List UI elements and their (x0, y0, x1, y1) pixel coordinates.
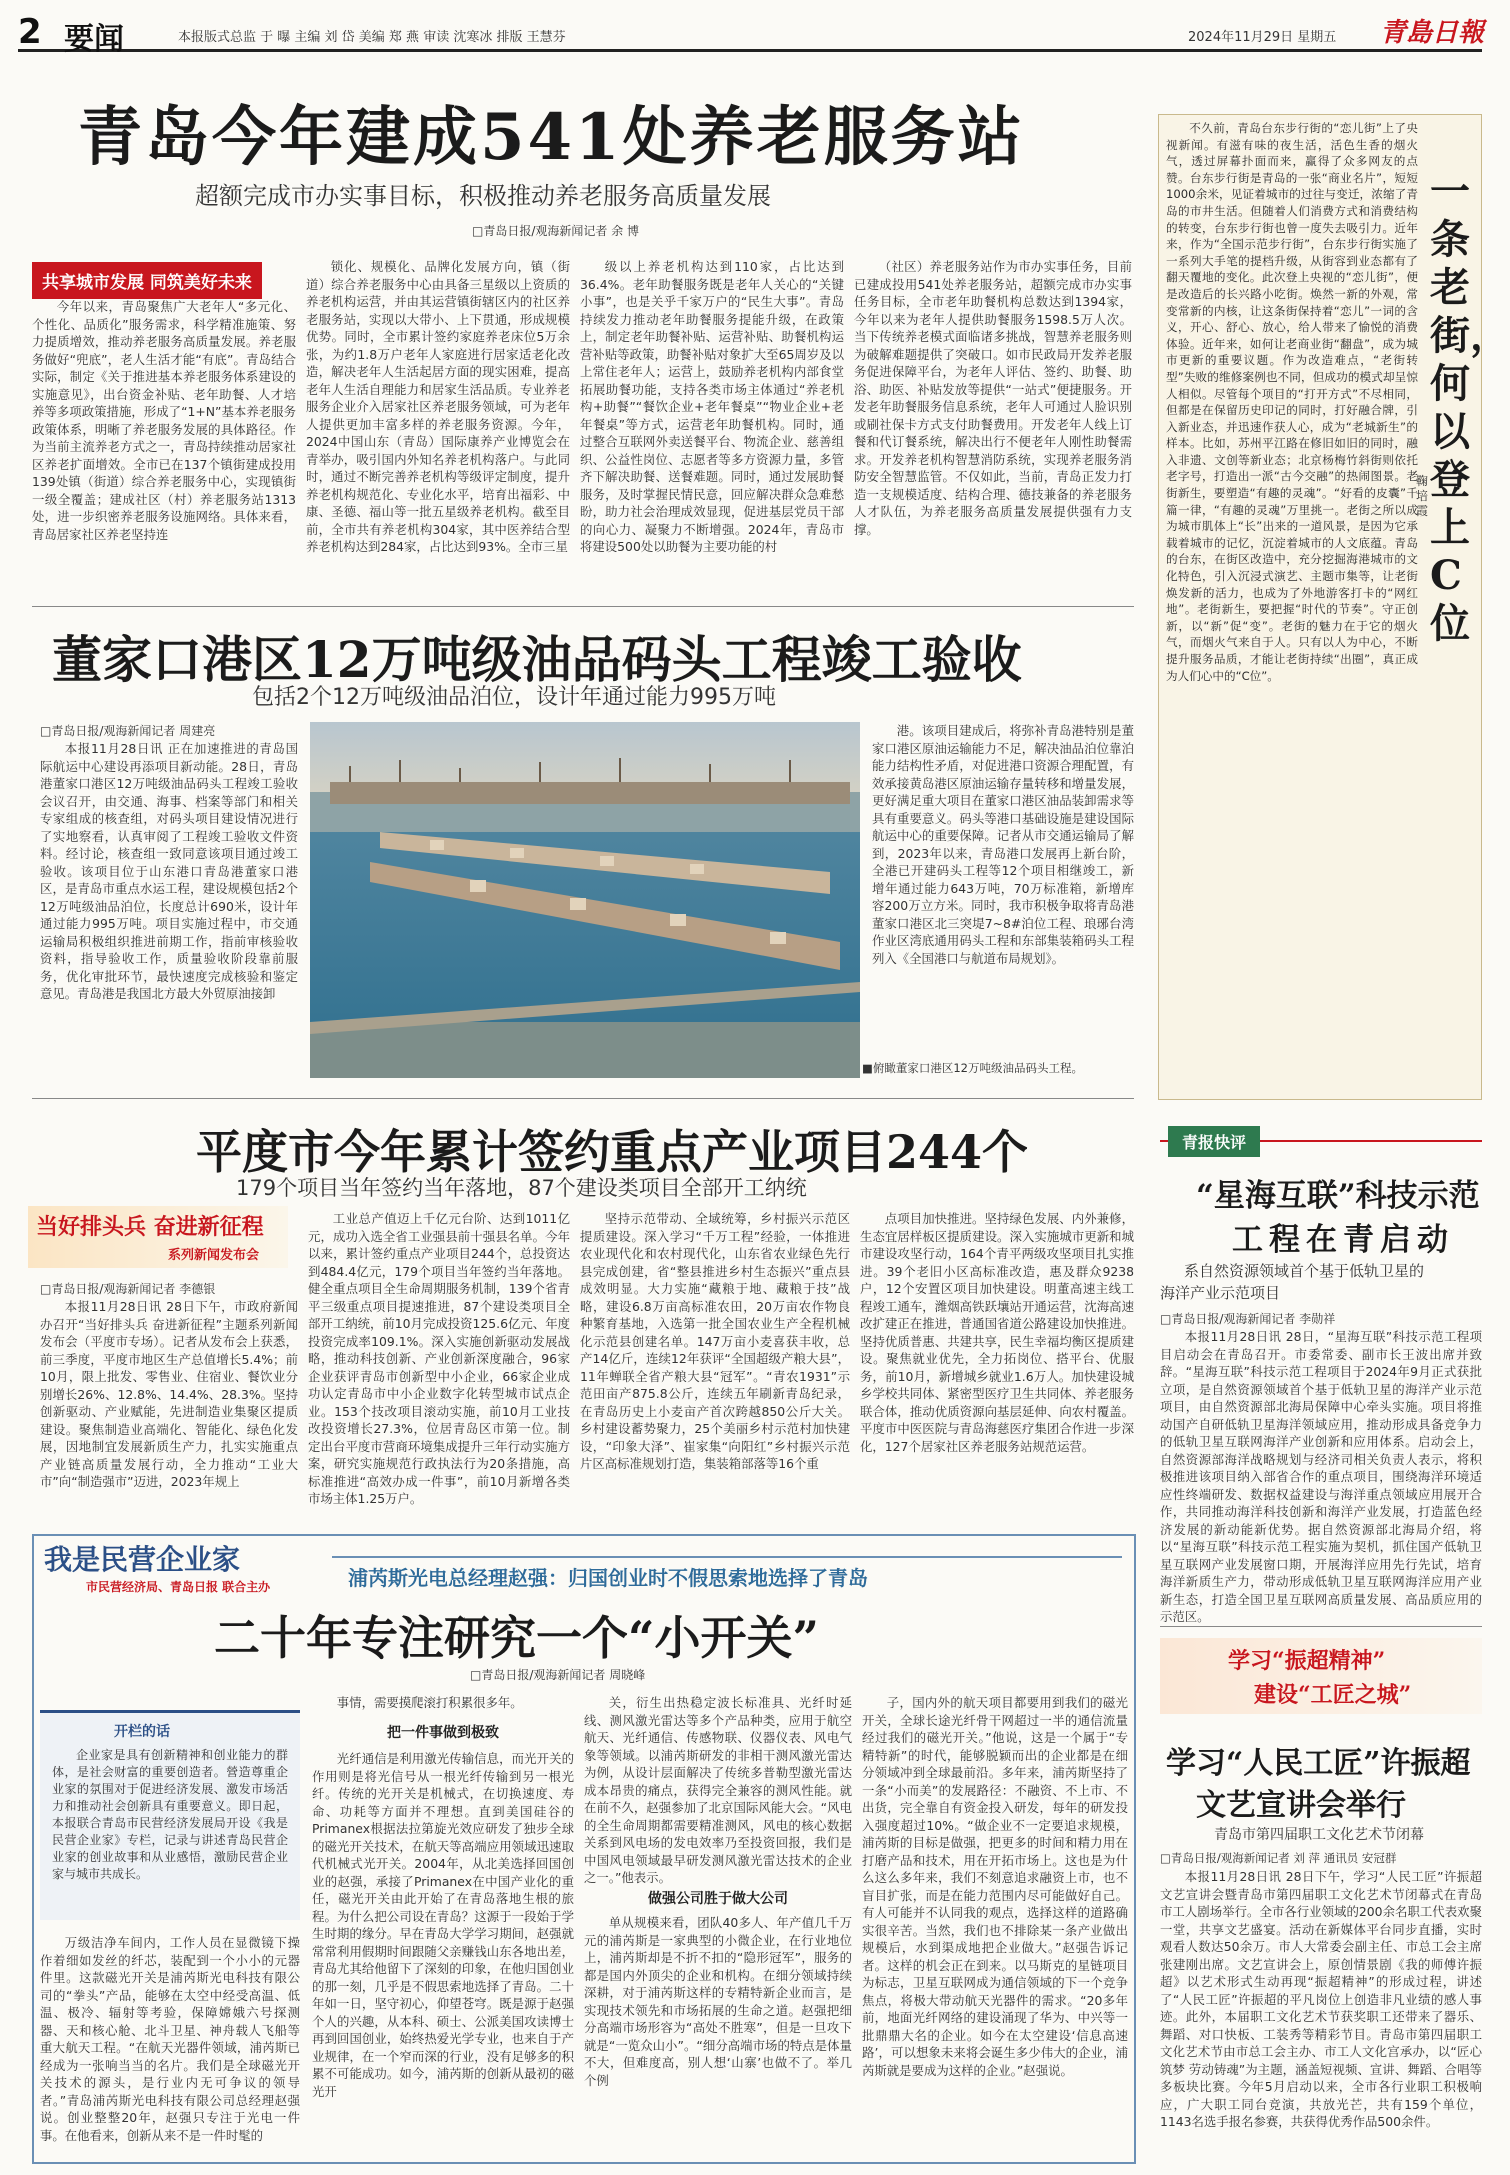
story3-tag (28, 1206, 288, 1268)
story3-byline: □青岛日报/观海新闻记者 李德银 (40, 1282, 216, 1296)
divider (1160, 1626, 1482, 1627)
story1-subhead: 超额完成市办实事目标，积极推动养老服务高质量发展 (195, 182, 771, 210)
sidebar-author: 鞠培霞 (1416, 474, 1429, 518)
divider (32, 1098, 1134, 1099)
opening-note-text: 企业家是具有创新精神和创业能力的群体，是社会财富的重要创造者。營造尊重企业家的氛围对于促进经济发展、激发市场活力和推动社会创新具有重要意义。即日起，本报联合青岛市民营经济发展局开设《我是民营企业家》专栏，记录与讲述青岛民营企业家的创业故事和从业感悟，激励民营企业家与城市共成长。 (52, 1748, 288, 1881)
story4-rule (332, 1556, 1122, 1558)
story4-col3: 单从规模来看，团队40多人、年产值几千万元的浦芮斯是一家典型的小微企业，在行业地位上，浦芮斯却是不折不扣的“隐形冠军”，服务的都是国内外顶尖的企业和机构。在细分领域持续深耕，对于浦芮斯这样的专精特新企业而言，是实现技术领先和市场拓展的生命之道。赵强把细分高端市场形容为“高处不胜寒”，但是一旦攻下就是“一览众山小”。“细分高端市场的特点是体量不大，但难度高，别人想‘山寨’也做不了。举几个例 (584, 1915, 852, 2088)
story2-subhead: 包括2个12万吨级油品泊位，设计年通过能力995万吨 (252, 685, 776, 710)
story1-headline: 青岛今年建成541处养老服务站 (78, 100, 1025, 175)
staff-credits: 本报版式总监 于 曝 主编 刘 岱 美编 郑 燕 审读 沈寒冰 排版 王慧芬 (178, 30, 566, 45)
opening-note-title: 开栏的话 (114, 1724, 170, 1740)
brief-byline: □青岛日报/观海新闻记者 李勋祥 (1160, 1312, 1336, 1326)
masthead (18, 12, 1485, 57)
story2-byline: □青岛日报/观海新闻记者 周建亮 (40, 724, 216, 738)
story4-tag-sub: 市民营经济局、青岛日报 联合主办 (86, 1580, 271, 1594)
issue-date: 2024年11月29日 星期五 (1188, 30, 1337, 45)
story5-tag (1160, 1638, 1482, 1714)
sidebar-title: 一条老街，何以登上C位 (1430, 168, 1510, 647)
story3-col3: 坚持示范带动、全域统筹，乡村振兴示范区提质建设。深入学习“千万工程”经验，一体推进农业现代化和农村现代化，山东省农业绿色先行县完成创建，省“整县推进乡村生态振兴”重点县成效明显。大力实施“藏粮于地、藏粮于技”战略，建设6.8万亩高标准农田，20万亩农作物良种繁育基地，入选第一批全国农业生产全程机械化示范县创建名单。147万亩小麦喜获丰收，总产14亿斤，连续12年获评“全国超级产粮大县”，11年蝉联全省产粮大县“冠军”。“青农1931”示范田亩产875.8公斤，连续五年刷新青岛纪录，在青岛历史上小麦亩产首次跨越850公斤大关。乡村建设蓄势聚力，25个美丽乡村示范村加快建设，“印象大泽”、崔家集“向阳红”乡村振兴示范片区高标准规划打造，集装箱部落等16个重 (580, 1211, 850, 1471)
photo-caption: ■俯瞰董家口港区12万吨级油品码头工程。 (862, 1061, 1083, 1075)
story2-col1: 本报11月28日讯 正在加速推进的青岛国际航运中心建设再添项目新动能。28日，青岛港董家口港区12万吨级油品码头工程竣工验收会议召开，由交通、海事、档案等部门和相关专家组成的核查组，对码头项目建设情况进行了实地察看，认真审阅了工程竣工验收文件资料。经讨论，核查组一致同意该项目通过竣工验收。该项目位于山东港口青岛港董家口港区，是青岛市重点水运工程，建设规模包括2个12万吨级油品泊位，长度总计690米，设计年通过能力995万吨。项目实施过程中，市交通运输局积极组织推进前期工作，指前审核验收资料，指导验收工作，质量验收阶段靠前服务，优化审批环节，最快速度完成核验和鉴定意见。青岛港是我国北方最大外贸原油接卸 (40, 741, 298, 1001)
story3-col1: 本报11月28日讯 28日下午，市政府新闻办召开“当好排头兵 奋进新征程”主题系列新闻发布会（平度市专场）。记者从发布会上获悉，前三季度，平度市地区生产总值增长5.4%；前10月，限上批发、零售业、住宿业、餐饮业分别增长26%、12.8%、14.4%、28.3%。坚持创新驱动、产业赋能，先进制造业集聚区提质建设。聚焦制造业高端化、智能化、绿色化发展，因地制宜发展新质生产力，扎实实施重点产业链高质量发展行动，全力推动“工业大市”向“制造强市”迈进，2023年规上 (40, 1299, 298, 1489)
brief-text: 本报11月28日讯 28日，“星海互联”科技示范工程项目启动会在青岛召开。市委常委、副市长王波出席并致辞。“星海互联”科技示范工程项目于2024年9月正式获批立项，是自然资源领域首个基于低轨卫星的海洋产业示范项目，由自然资源部北海局保障中心牵头实施。项目将推动国产自研低轨卫星海洋领域应用，推动形成具备竞争力的低轨卫星互联网海洋产业创新和应用体系。启动会上，自然资源部海洋战略规划与经济司相关负责人表示，将积极推进该项目纳入部省合作的重点项目，围绕海洋环境适应性终端研发、数据权益建设与海洋重点领域应用展开合作，共同推动海洋科技创新和海洋产业发展，打造蓝色经济发展的新动能新优势。据自然资源部北海局介绍，将以“星海互联”科技示范工程实施为契机，抓住国产低轨卫星互联网产业发展窗口期，开展海洋应用先行先试，培育海洋新质生产力，带动形成低轨卫星互联网海洋应用产业新生态，打造全国卫星互联网高质量发展、高品质应用的示范区。 (1160, 1329, 1482, 1624)
story4-subhead-1: 把一件事做到极致 (387, 1725, 499, 1741)
story5-text: 本报11月28日讯 28日下午，学习“人民工匠”许振超文艺宣讲会暨青岛市第四届职工文化艺术节闭幕式在青岛市工人剧场举行。全市各行业领域的200余名职工代表欢聚一堂，共享文艺盛宴。活动在新媒体平台同步直播，实时观看人数达50余万。市人大常委会副主任、市总工会主席张建刚出席。文艺宣讲会上，原创情景剧《我的师傅许振超》以艺术形式生动再现“振超精神”的形成过程，讲述了“人民工匠”许振超的平凡岗位上创造非凡业绩的感人事迹。此外，本届职工文化艺术节获奖职工还带来了器乐、舞蹈、对口快板、工装秀等精彩节目。青岛市第四届职工文化艺术节由市总工会主办、市工人文化宫承办，以“匠心筑梦 劳动铸魂”为主题，涵盖短视频、宣讲、舞蹈、合唱等多板块比赛。今年5月启动以来，全市各行业职工积极响应，广大职工同台竞演，共放光芒，共有159个单位，1143名选手报名参赛，共获得优秀作品500余件。 (1160, 1869, 1482, 2129)
story5-tag-line1: 学习“振超精神” (1228, 1648, 1386, 1674)
story1-byline: □青岛日报/观海新闻记者 余 博 (472, 224, 640, 238)
story4-col4: 子，国内外的航天项目都要用到我们的磁光开关，全球长途光纤骨干网超过一半的通信流量经过我们的磁光开关。”他说，这是一个属于“专精特新”的时代，能够脱颖而出的企业都是在细分领域冲到全球最前沿。多年来，浦芮斯坚持了一条“小而美”的发展路径：不融资、不上市、不出货，完全靠自有资金投入研发，每年的研发投入强度超过10%。“做企业不一定要追求规模，浦芮斯的目标是做强，把更多的时间和精力用在打磨产品和技术，用在开拓市场上。这也是为什么这么多年来，我们不刻意追求融资上市，也不盲目扩张，而是在能力范围内尽可能做好自己。有人可能并不认同我的观点，选择这样的道路确实很辛苦。当然，我们也不排除某一条产业做出规模后，水到渠成地把企业做大。”赵强告诉记者。这样的机会正在到来。以马斯克的星链项目为标志，卫星互联网成为通信领域的下一个竞争焦点，将极大带动航天光器件的需求。“20多年前，地面光纤网络的建设涌现了华为、中兴等一批鼎鼎大名的企业。如今在太空建设‘信息高速路’，可以想象未来将会诞生多少伟大的企业，浦芮斯就是要成为这样的企业。”赵强说。 (862, 1695, 1128, 2078)
story3-col2: 工业总产值迈上千亿元台阶、达到1011亿元，成功入选全省工业强县前十强县名单。今年以来，累计签约重点产业项目244个，总投资达到484.4亿元，179个项目当年签约当年落地。健全重点项目全生命周期服务机制，139个省青平三级重点项目提速推进，87个建设类项目全部开工纳统，前10月完成投资125.6亿元、年度投资完成率109.1%。深入实施创新驱动发展战略，推动科技创新、产业创新深度融合，96家企业获评青岛市创新型中小企业，66家企业成功认定青岛市中小企业数字化转型城市试点企业。153个技改项目滚动实施，前10月工业技改投资增长27.3%，位居青岛区市第一位。制定出台平度市营商环境集成提升三年行动实施方案，研究实施规范行政执法行为20条措施，高标准推进“高效办成一件事”，前10月新增各类市场主体1.25万户。 (308, 1211, 570, 1506)
story2-headline: 董家口港区12万吨级油品码头工程竣工验收 (52, 630, 1022, 689)
divider (32, 606, 1134, 607)
story3-tag-sub: 系列新闻发布会 (168, 1248, 260, 1263)
story4-col2: 光纤通信是利用激光传输信息，而光开关的作用则是将光信号从一根光纤传输到另一根光纤。传统的光开关是机械式，在切换速度、寿命、功耗等方面并不理想。直到美国硅谷的Primanex根据法拉第旋光效应研发了独步全球的磁光开关技术，在航天等高端应用领域迅速取代机械式光开关。2004年，从北美选择回国创业的赵强，承接了Primanex在中国产业化的重任，磁光开关由此开始了在青岛落地生根的旅程。为什么把公司设在青岛？这源于一段始于学生时期的缘分。早在青岛大学学习期间，赵强就常常利用假期时间跟随父亲赚钱山东各地出差，青岛尤其给他留下了深刻的印象，在他归国创业的那一刻，几乎是不假思索地选择了青岛。二十年如一日，坚守初心，仰望苍穹。既是源于赵强个人的兴趣，从本科、硕士、公派美国攻读博士再到回国创业，始终热爱光学专业，也来自于产业规律，在一个窄而深的行业，没有足够多的积累不可能成功。如今，浦芮斯的创新从最初的磁光开 (312, 1751, 574, 2099)
story4-col1: 万级洁净车间内，工作人员在显微镜下操作着细如发丝的纤芯，装配到一个小小的元器件里。这款磁光开关是浦芮斯光电科技有限公司的“拳头”产品，能够在太空中经受高温、低温、极冷、辐射等考验，保障嫦娥六号探测器、天和核心舱、北斗卫星、神舟载人飞船等重大航天工程。“在航天光器件领域，浦芮斯已经成为一张响当当的名片。我们是全球磁光开关技术的源头，是行业内无可争议的领导者。”青岛浦芮斯光电科技有限公司总经理赵强说。创业整整20年，赵强只专注于光电一件事。在他看来，创新从来不是一件时髦的 (40, 1935, 300, 2143)
page-number: 2 (18, 12, 42, 52)
brief-subhead-2: 海洋产业示范项目 (1160, 1284, 1281, 1302)
story3-headline: 平度市今年累计签约重点产业项目244个 (196, 1125, 1029, 1179)
story1-col2: 锁化、规模化、品牌化发展方向，镇（街道）综合养老服务中心由具备三星级以上资质的养老机构运营，并由其运营镇街辖区内的社区养老服务站，实现以大带小、上下贯通，形成规模优势。同时，全市累计签约家庭养老床位5万余张，为约1.8万户老年人家庭进行居家适老化改造，解决老年人生活起居方面的现实困难，提高老年人生活自理能力和居家生活品质。专业养老服务企业介入居家社区养老服务领域，可为老年人提供更加丰富多样的养老服务资源。今年，2024中国山东（青岛）国际康养产业博览会在青举办，吸引国内外知名养老机构落户。与此同时，通过不断完善养老机构等级评定制度，提升养老机构规范化、专业化水平，培育出福彩、中康、圣德、福山等一批五星级养老机构。截至目前，全市共有养老机构304家，其中医养结合型养老机构达到284家，占比达到93%。全市三星 (306, 259, 570, 554)
story3-col4: 点项目加快推进。坚持绿色发展、内外兼修，生态宜居样板区提质建设。深入实施城市更新和城市建设攻坚行动，164个青平两级攻坚项目扎实推进。39个老旧小区高标准改造，惠及群众9238户，12个安置区项目加快建设。明董高速主线工程竣工通车，潍烟高铁跃壤站开通运营，沈海高速改扩建正在推进，普通国省道公路建设加快推进。坚持优质普惠、共建共享，民生幸福均衡区提质建设。聚焦就业优先，全力拓岗位、搭平台、优服务，前10月，新增城乡就业1.6万人。加快建设城乡学校共同体、紧密型医疗卫生共同体、养老服务联合体，推动优质资源向基层延伸、向农村覆盖。平度市中医医院与青岛海慈医疗集团合作进一步深化，127个居家社区养老服务站规范运营。 (860, 1211, 1134, 1454)
story5-headline-1: 学习“人民工匠”许振超 (1166, 1746, 1471, 1781)
story4-col2-pre: 事情，需要摸爬滚打积累很多年。 (336, 1695, 523, 1710)
port-aerial-photo (310, 722, 860, 1078)
brief-headline-2: 工程在青启动 (1232, 1222, 1454, 1258)
brief-subhead-1: 系自然资源领域首个基于低轨卫星的 (1184, 1262, 1425, 1280)
story4-col3-pre: 关，衍生出热稳定波长标准具、光纤时延线、测风激光雷达等多个产品种类，应用于航空航天、光纤通信、传感物联、仪器仪表、风电气象等领域。以浦芮斯研发的非相干测风激光雷达为例，从设计层面解决了传统多普勒型激光雷达成本昂贵的痛点，获得完全兼容的测风性能。就在前不久，赵强参加了北京国际风能大会。“风电的全生命周期都需要精准测风，风电的核心数据关系到风电场的发电效率乃至投资回报，我们是中国风电领域最早研发测风激光雷达技术的企业之一。”他表示。 (584, 1695, 852, 1885)
story4-headline: 二十年专注研究一个“小开关” (214, 1611, 819, 1665)
story3-tag-title: 当好排头兵 奋进新征程 (36, 1214, 264, 1240)
brief-label-bar (1160, 1124, 1482, 1158)
story5-subhead: 青岛市第四届职工文化艺术节闭幕 (1214, 1827, 1424, 1843)
story5-byline: □青岛日报/观海新闻记者 刘 萍 通讯员 安冠群 (1160, 1851, 1397, 1865)
story1-col3: 级以上养老机构达到110家，占比达到36.4%。老年助餐服务既是老年人关心的“关键小事”，也是关乎千家万户的“民生大事”。青岛持续发力推动老年助餐服务提能升级，在政策上，制定老年助餐补贴、运营补贴、助餐机构运营补贴等政策，助餐补贴对象扩大至65周岁及以上常住老年人；运营上，鼓励养老机构内部食堂拓展助餐功能，支持各类市场主体通过“养老机构+助餐”“餐饮企业+老年餐桌”“物业企业+老年餐桌”等方式，运营老年助餐机构。同时，通过整合互联网外卖送餐平台、物流企业、慈善组织、公益性岗位、志愿者等多方资源力量，多管齐下解决助餐、送餐难题。同时，通过发展助餐服务，及时掌握民情民意，回应解决群众急难愁盼，助力社会治理成效显现，促进基层党员干部的向心力、凝聚力不断增强。2024年，青岛市将建设500处以助餐为主要功能的村 (580, 259, 844, 554)
story1-col4: （社区）养老服务站作为市办实事任务，目前已建成投用541处养老服务站，超额完成市办实事任务目标，全市老年助餐机构总数达到1394家，今年以来为老年人提供助餐服务1598.5万人次。当下传统养老模式面临诸多挑战，智慧养老服务则为破解难题提供了突破口。如市民政局开发养老服务促进保障平台，为老年人评估、签约、助餐、助浴、助医、补贴发放等提供“一站式”便捷服务。开发老年助餐服务信息系统，老年人可通过人脸识别或刷社保卡方式支付助餐费用。开发老年人线上订餐和代订餐系统，解决出行不便老年人刚性助餐需求。开发养老机构智慧消防系统，实现养老服务消防安全智慧监管。不仅如此，当前，青岛正发力打造一支规模适度、结构合理、德技兼备的养老服务人才队伍，为养老服务高质量发展提供强有力支撑。 (854, 259, 1132, 537)
story4-subhead-2: 做强公司胜于做大公司 (648, 1891, 788, 1907)
section-title: 要闻 (64, 22, 124, 57)
brief-headline-1: “星海互联”科技示范 (1196, 1178, 1480, 1214)
newspaper-logo: 青島日報 (1380, 18, 1485, 48)
story1-tag: 共享城市发展 同筑美好未来 (32, 262, 262, 299)
story2-col2: 港。该项目建成后，将弥补青岛港特别是董家口港区原油运输能力不足，解决油品泊位靠泊能力结构性矛盾，对促进港口资源合理配置，有效承接黄岛港区原油运输存量转移和增量发展，更好满足重大项目在董家口港区油品装卸需求等具有重要意义。码头等港口基础设施是建设国际航运中心的重要保障。记者从市交通运输局了解到，2023年以来，青岛港口发展再上新台阶，全港已开建码头工程等12个项目相继竣工，新增年通过能力643万吨，70万标准箱，新增库容200万立方米。同时，我市积极争取将青岛港董家口港区北三突堤7~8#泊位工程、琅琊台湾作业区湾底通用码头工程和东部集装箱码头工程列入《全国港口与航道布局规划》。 (872, 723, 1134, 966)
story4-tag-title: 我是民营企业家 (44, 1543, 241, 1576)
opening-note (40, 1710, 300, 1920)
story4-kicker: 浦芮斯光电总经理赵强：归国创业时不假思索地选择了青岛 (348, 1566, 868, 1590)
story5-headline-2: 文艺宣讲会举行 (1196, 1788, 1406, 1823)
story1-col1: 今年以来，青岛聚焦广大老年人“多元化、个性化、品质化”服务需求，科学精准施策、努力提质增效，推动养老服务高质量发展。养老服务做好“兜底”，老人生活才能“有底”。青岛结合实际，制定《关于推进基本养老服务体系建设的实施意见》，出台资金补贴、老年助餐、人才培养等多项政策措施，形成了“1+N”基本养老服务政策体系，明晰了养老服务发展的具体路径。作为当前主流养老方式之一，青岛持续推动居家社区养老扩面增效。全市已在137个镇街建成投用139处镇（街道）综合养老服务中心，实现镇街一级全覆盖；建成社区（村）养老服务站1313处，进一步织密养老服务设施网络。具体来看，青岛居家社区养老坚持连 (32, 299, 296, 542)
story5-tag-line2: 建设“工匠之城” (1254, 1682, 1412, 1708)
story4-byline: □青岛日报/观海新闻记者 周晓峰 (470, 1668, 646, 1682)
sidebar-text: 不久前，青岛台东步行街的“恋儿街”上了央视新闻。有滋有味的夜生活，活色生香的烟火气，透过屏幕扑面而来，赢得了众多网友的点赞。台东步行街是青岛的一张“商业名片”，短短1000余米，见证着城市的过往与变迁，浓缩了青岛的市井生活。但随着人们消费方式和消费结构的转变，台东步行街也曾一度失去吸引力。近年来，作为“全国示范步行街”，台东步行街实施了一系列大手笔的提档升级，从街容到业态都有了翻天覆地的变化。此次登上央视的“恋儿街”，便是改造后的长兴路小吃街。焕然一新的外观，常变常新的内核，让这条街保持着“恋儿”一词的含义，开心、舒心、放心，给人带来了愉悦的消费体验。近年来，如何让老商业街“翻盘”，成为城市更新的重要议题。作为改造难点，“老街转型”失败的维修案例也不同，但成功的模式却呈惊人相似。尽管每个项目的“打开方式”不尽相同，但都是在保留历史印记的同时，打好融合牌，引入新业态，并迅速作获人心，成为“老城新生”的样本。比如，苏州平江路在修旧如旧的同时，融入非遗、文创等新业态；北京杨梅竹斜街则依托老字号，打造出一派“古今交融”的热闹图景。老街新生，要塑造“有趣的灵魂”。“好看的皮囊”千篇一律，“有趣的灵魂”万里挑一。老街之所以成为城市肌体上“长”出来的一道风景，是因为它承载着城市的记忆，沉淀着城市的人文底蕴。青岛的台东，在街区改造中，充分挖掘海港城市的文化特色，引入沉浸式演艺、主题市集等，让老街焕发新的活力，也成为了外地游客打卡的“网红地”。老街新生，要把握“时代的节奏”。守正创新，以“新”促“变”。老街的魅力在于它的烟火气，而烟火气来自于人。只有以人为中心，不断提升服务品质，才能让老街持续“出圈”，真正成为人们心中的“C位”。 (1166, 121, 1418, 683)
story3-subhead: 179个项目当年签约当年落地，87个建设类项目全部开工纳统 (236, 1176, 807, 1200)
brief-label: 青报快评 (1168, 1126, 1260, 1157)
